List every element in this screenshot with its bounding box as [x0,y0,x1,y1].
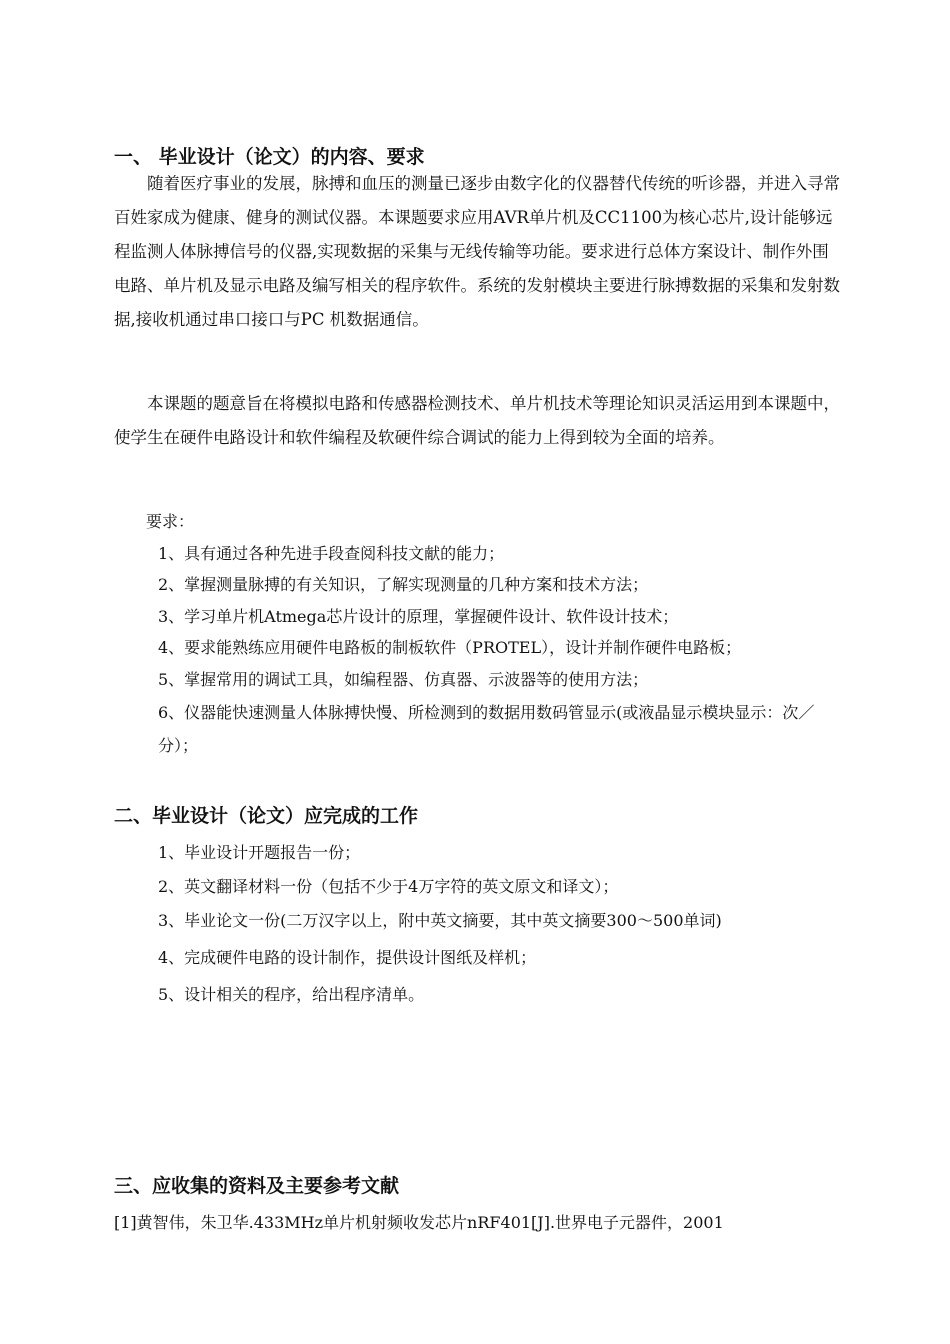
section1-paragraph-1: 随着医疗事业的发展，脉搏和血压的测量已逐步由数字化的仪器替代传统的听诊器，并进入寻常百姓家成为健康、健身的测试仪器。本课题要求应用AVR单片机及CC1100为核心芯片,设计能够远程监测人体脉搏信号的仪器,实现数据的采集与无线传输等功能。要求进行总体方案设计、制作外围电路、单片机及显示电路及编写相关的程序软件。系统的发射模块主要进行脉搏数据的采集和发射数据,接收机通过串口接口与PC 机数据通信。 [114,174,840,329]
section1-title: 一、 毕业设计（论文）的内容、要求 [114,146,425,168]
work-item: 4、完成硬件电路的设计制作，提供设计图纸及样机； [158,948,537,967]
reference-item: [1]黄智伟，朱卫华.433MHz单片机射频收发芯片nRF401[J].世界电子元器件，2001 [114,1213,724,1232]
requirement-item: 4、要求能熟练应用硬件电路板的制板软件（PROTEL），设计并制作硬件电路板； [158,638,742,657]
section3-title: 三、应收集的资料及主要参考文献 [114,1175,400,1197]
work-item: 1、毕业设计开题报告一份； [158,843,361,862]
section2-title: 二、毕业设计（论文）应完成的工作 [114,805,419,827]
requirement-item: 1、具有通过各种先进手段查阅科技文献的能力； [158,544,505,563]
work-item: 5、设计相关的程序，给出程序清单。 [158,985,425,1004]
work-item: 3、毕业论文一份(二万汉字以上，附中英文摘要，其中英文摘要300～500单词) [158,911,722,930]
section1-paragraph-2: 本课题的题意旨在将模拟电路和传感器检测技术、单片机技术等理论知识灵活运用到本课题中，使学生在硬件电路设计和软件编程及软硬件综合调试的能力上得到较为全面的培养。 [114,394,840,447]
requirement-item: 6、仪器能快速测量人体脉搏快慢、所检测到的数据用数码管显示(或液晶显示模块显示：次／分）； [158,703,815,755]
requirement-item: 3、学习单片机Atmega芯片设计的原理，掌握硬件设计、软件设计技术； [158,607,679,626]
requirement-item: 5、掌握常用的调试工具，如编程器、仿真器、示波器等的使用方法； [158,670,649,689]
work-item: 2、英文翻译材料一份（包括不少于4万字符的英文原文和译文）； [158,877,619,896]
requirements-label: 要求： [146,512,195,531]
requirement-item: 2、掌握测量脉搏的有关知识，了解实现测量的几种方案和技术方法； [158,575,649,594]
